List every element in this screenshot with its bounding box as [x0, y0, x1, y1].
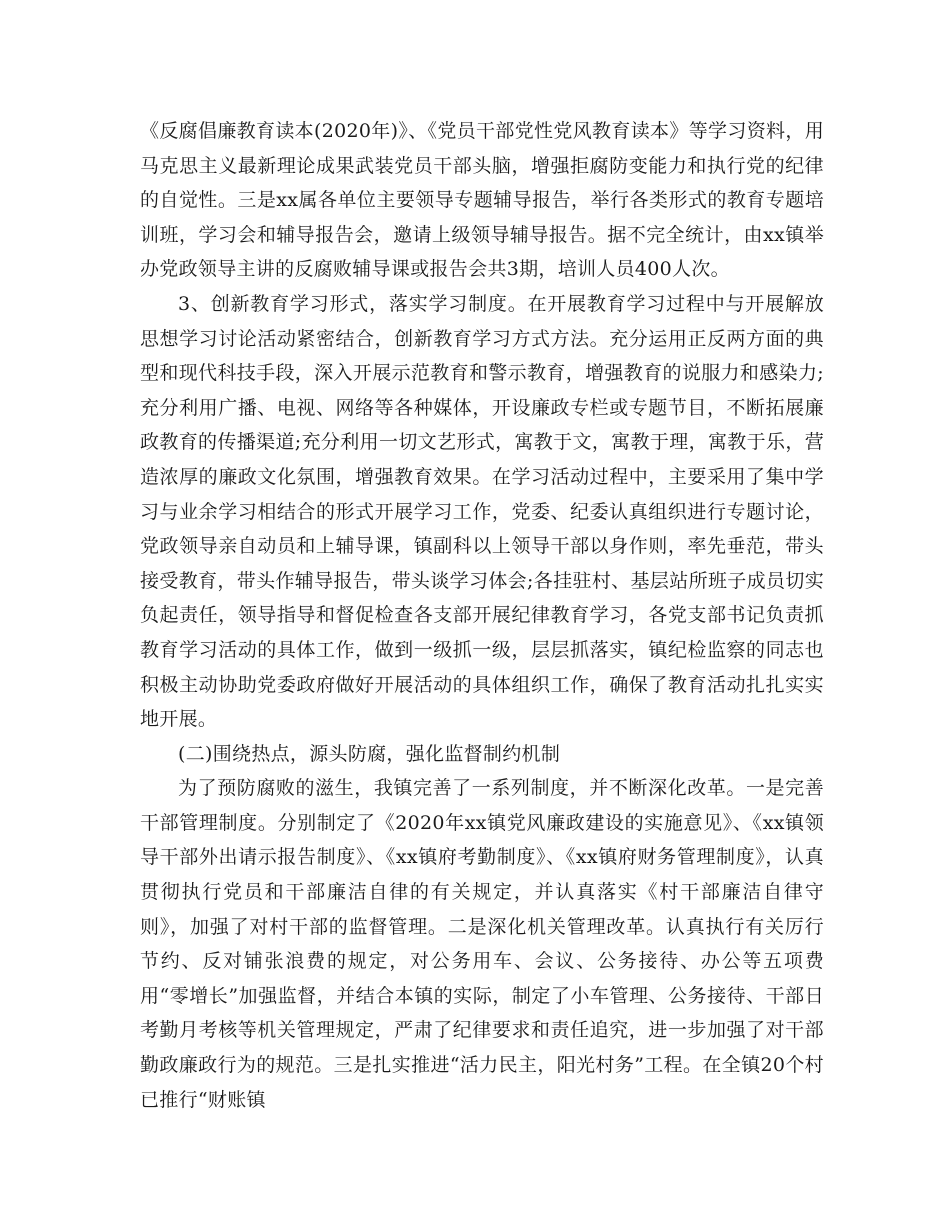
- paragraph-reading-materials: 《反腐倡廉教育读本(2020年)》、《党员干部党性党风教育读本》等学习资料，用马克思主义最新理论成果武装党员干部头脑，增强拒腐防变能力和执行党的纪律的自觉性。三是xx属各单位主要领导专题辅导报告，举行各类形式的教育专题培训班，学习会和辅导报告会，邀请上级领导辅导报告。据不完全统计，由xx镇举办党政领导主讲的反腐败辅导课或报告会共3期，培训人员400人次。: [140, 120, 824, 281]
- paragraph-prevent-corruption: 为了预防腐败的滋生，我镇完善了一系列制度，并不断深化改革。一是完善干部管理制度。分别制定了《2020年xx镇党风廉政建设的实施意见》、《xx镇领导干部外出请示报告制度》、《xx镇府考勤制度》、《xx镇府财务管理制度》，认真贯彻执行党员和干部廉洁自律的有关规定，并认真落实《村干部廉洁自律守则》，加强了对村干部的监督管理。二是深化机关管理改革。认真执行有关厉行节约、反对铺张浪费的规定，对公务用车、会议、公务接待、办公等五项费用“零增长”加强监督，并结合本镇的实际，制定了小车管理、公务接待、干部日考勤月考核等机关管理规定，严肃了纪律要求和责任追究，进一步加强了对干部勤政廉政行为的规范。三是扎实推进“活力民主，阳光村务”工程。在全镇20个村已推行“财账镇: [140, 777, 824, 1111]
- paragraph-innovate-learning: 3、创新教育学习形式，落实学习制度。在开展教育学习过程中与开展解放思想学习讨论活动紧密结合，创新教育学习方式方法。充分运用正反两方面的典型和现代科技手段，深入开展示范教育和警示教育，增强教育的说服力和感染力;充分利用广播、电视、网络等各种媒体，开设廉政专栏或专题节目，不断拓展廉政教育的传播渠道;充分利用一切文艺形式，寓教于文，寓教于理，寓教于乐，营造浓厚的廉政文化氛围，增强教育效果。在学习活动过程中，主要采用了集中学习与业余学习相结合的形式开展学习工作，党委、纪委认真组织进行专题讨论，党政领导亲自动员和上辅导课，镇副科以上领导干部以身作则，率先垂范，带头接受教育，带头作辅导报告，带头谈学习体会;各挂驻村、基层站所班子成员切实负起责任，领导指导和督促检查各支部开展纪律教育学习，各党支部书记负责抓教育学习活动的具体工作，做到一级抓一级，层层抓落实，镇纪检监察的同志也积极主动协助党委政府做好开展活动的具体组织工作，确保了教育活动扎扎实实地开展。: [140, 292, 824, 731]
- document-body: [140, 114, 824, 1117]
- section-heading-supervision: (二)围绕热点，源头防腐，强化监督制约机制: [178, 742, 561, 765]
